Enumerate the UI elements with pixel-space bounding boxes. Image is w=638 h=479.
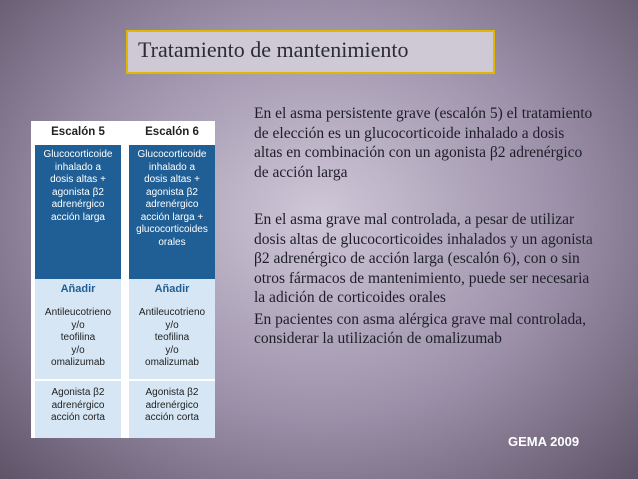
step-5-add-line: y/o [71,344,85,356]
step-5-add-label: Añadir [60,283,96,295]
step-6-reliever-text [129,387,215,425]
step-5-reliever-line: adrenérgico [51,399,105,411]
paragraph-step-6: En el asma grave mal controlada, a pesar de utilizar dosis altas de glucocorticoides inhalados y un agonista β2 adrenérgico de acción larga (escalón 6), con o sin otros fármacos de mantenimiento, puede ser necesaria la adición de corticoides orales [254,211,593,306]
step-6-add-line: y/o [165,344,179,356]
step-5-main-line: Glucocorticoide [43,149,113,160]
step-6-main-line: acción larga + [140,211,204,223]
step-6-add-line: omalizumab [145,357,199,368]
title-box [126,30,495,74]
step-6-main-line: glucocorticoides [136,224,208,235]
step-6-add-text [129,307,215,370]
step-5-main-box [35,145,121,279]
step-6-reliever-line: Agonista β2 [145,387,199,398]
step-5-main-line: acción larga [51,211,105,223]
step-6-header: Escalón 6 [145,126,199,138]
step-5-add-line: teofilina [60,332,96,343]
step-5-add-line: omalizumab [51,357,105,368]
step-5-divider [35,379,121,381]
slide-title: Tratamiento de mantenimiento [138,37,409,62]
step-6-add-box [129,279,215,438]
step-6-reliever-line: adrenérgico [145,399,199,411]
step-6-reliever-line: acción corta [145,412,199,423]
step-6-main-text [129,145,215,249]
step-5-reliever-line: Agonista β2 [51,387,105,398]
step-6-main-box [129,145,215,279]
step-5-add-box [35,279,121,438]
step-5-main-line: inhalado a [54,161,102,173]
step-5-main-text [35,145,121,224]
step-5-main-line: adrenérgico [51,199,105,210]
step-5-column [35,121,121,438]
step-6-add-label: Añadir [154,283,190,295]
step-6-main-line: inhalado a [148,161,196,173]
citation: GEMA 2009 [508,434,580,449]
step-5-add-line: Antileucotrieno [44,307,112,318]
treatment-steps-table [31,121,215,438]
step-6-divider [129,379,215,381]
step-6-main-line: agonista β2 [146,186,198,198]
step-6-add-line: y/o [165,319,179,331]
step-6-main-line: orales [158,236,186,248]
step-6-main-line: Glucocorticoide [137,149,207,160]
step-5-reliever-line: acción corta [51,412,105,423]
paragraph-step-5: En el asma persistente grave (escalón 5) el tratamiento de elección es un glucocorticoide inhalado a dosis altas en combinación con un agonista β2 adrenérgico de acción larga [254,105,593,181]
paragraph-omalizumab: En pacientes con asma alérgica grave mal controlada, considerar la utilización de omalizumab [254,310,586,347]
step-6-add-line: Antileucotrieno [138,307,206,318]
step-5-main-line: dosis altas + [50,174,106,185]
step-6-column [129,121,215,438]
step-5-add-text [35,307,121,370]
step-5-add-line: y/o [71,319,85,331]
step-6-add-line: teofilina [154,332,190,343]
step-5-main-line: agonista β2 [52,186,104,198]
step-5-header: Escalón 5 [51,126,105,138]
step-5-reliever-text [35,387,121,425]
step-6-main-line: dosis altas + [144,174,200,185]
step-6-main-line: adrenérgico [145,199,199,210]
body-text [254,104,594,349]
